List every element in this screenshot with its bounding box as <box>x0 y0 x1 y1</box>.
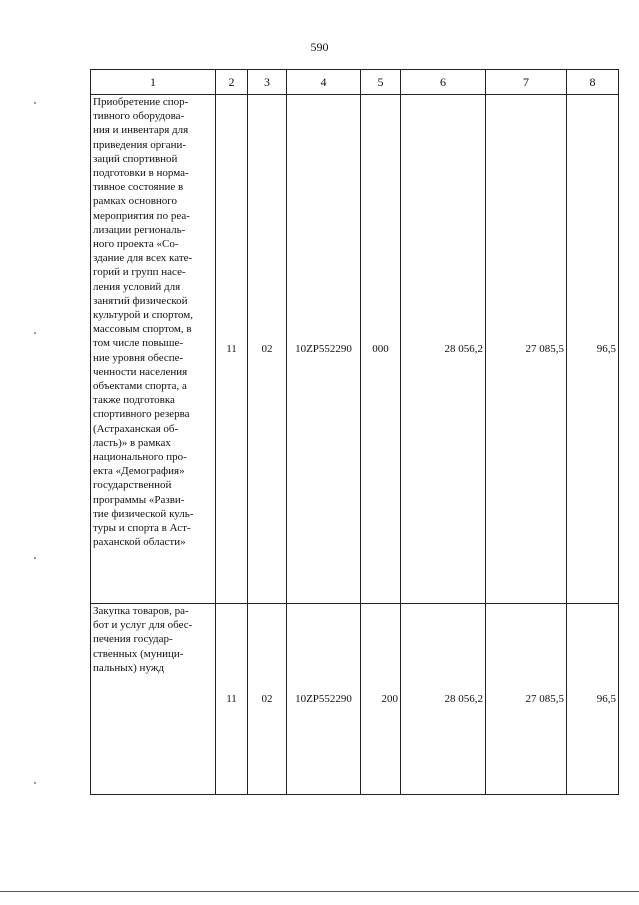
margin-dot <box>34 782 36 784</box>
subsection-code: 02 <box>248 604 287 795</box>
percent-col8: 96,5 <box>567 604 619 795</box>
expense-type-code: 000 <box>361 95 401 604</box>
percent-col8: 96,5 <box>567 95 619 604</box>
amount-col6: 28 056,2 <box>401 604 486 795</box>
page-number: 590 <box>310 40 329 54</box>
budget-table <box>90 69 619 795</box>
column-header: 3 <box>248 70 287 95</box>
amount-col6: 28 056,2 <box>401 95 486 604</box>
table-row <box>91 604 619 795</box>
column-header: 4 <box>287 70 361 95</box>
column-header: 5 <box>361 70 401 95</box>
target-article-code: 10ZP552290 <box>287 604 361 795</box>
column-header: 2 <box>216 70 248 95</box>
section-code: 11 <box>216 604 248 795</box>
amount-col7: 27 085,5 <box>486 604 567 795</box>
subsection-code: 02 <box>248 95 287 604</box>
expense-type-code: 200 <box>361 604 401 795</box>
table-row <box>91 95 619 604</box>
column-header: 7 <box>486 70 567 95</box>
footer-rule <box>0 891 639 892</box>
row-description: Приобретение спор- тивного оборудова- ния и инвентаря для приведения органи- заций спортивной подготовки в норма- тивное состояние в рамках основного мероприятия по реа- лизации региональ- ного проекта «Со- здание для всех кате- горий и групп насе- ления условий для занятий физической культурой и спортом, массовым спортом, в том числе повыше- ние уровня обеспе- ченности населения объектами спорта, а также подготовка спортивного резерва (Астраханская об- ласть)» в рамках национального про- екта «Демография» государственной программы «Разви- тие физической куль- туры и спорта в Аст- раханской области» <box>91 95 216 604</box>
column-header: 1 <box>91 70 216 95</box>
margin-dot <box>34 332 36 334</box>
table-header-row <box>91 70 619 95</box>
target-article-code: 10ZP552290 <box>287 95 361 604</box>
column-header: 8 <box>567 70 619 95</box>
margin-dot <box>34 557 36 559</box>
amount-col7: 27 085,5 <box>486 95 567 604</box>
column-header: 6 <box>401 70 486 95</box>
section-code: 11 <box>216 95 248 604</box>
row-description: Закупка товаров, ра- бот и услуг для обес- печения государ- ственных (муници- пальных) нужд <box>91 604 216 795</box>
margin-dot <box>34 102 36 104</box>
